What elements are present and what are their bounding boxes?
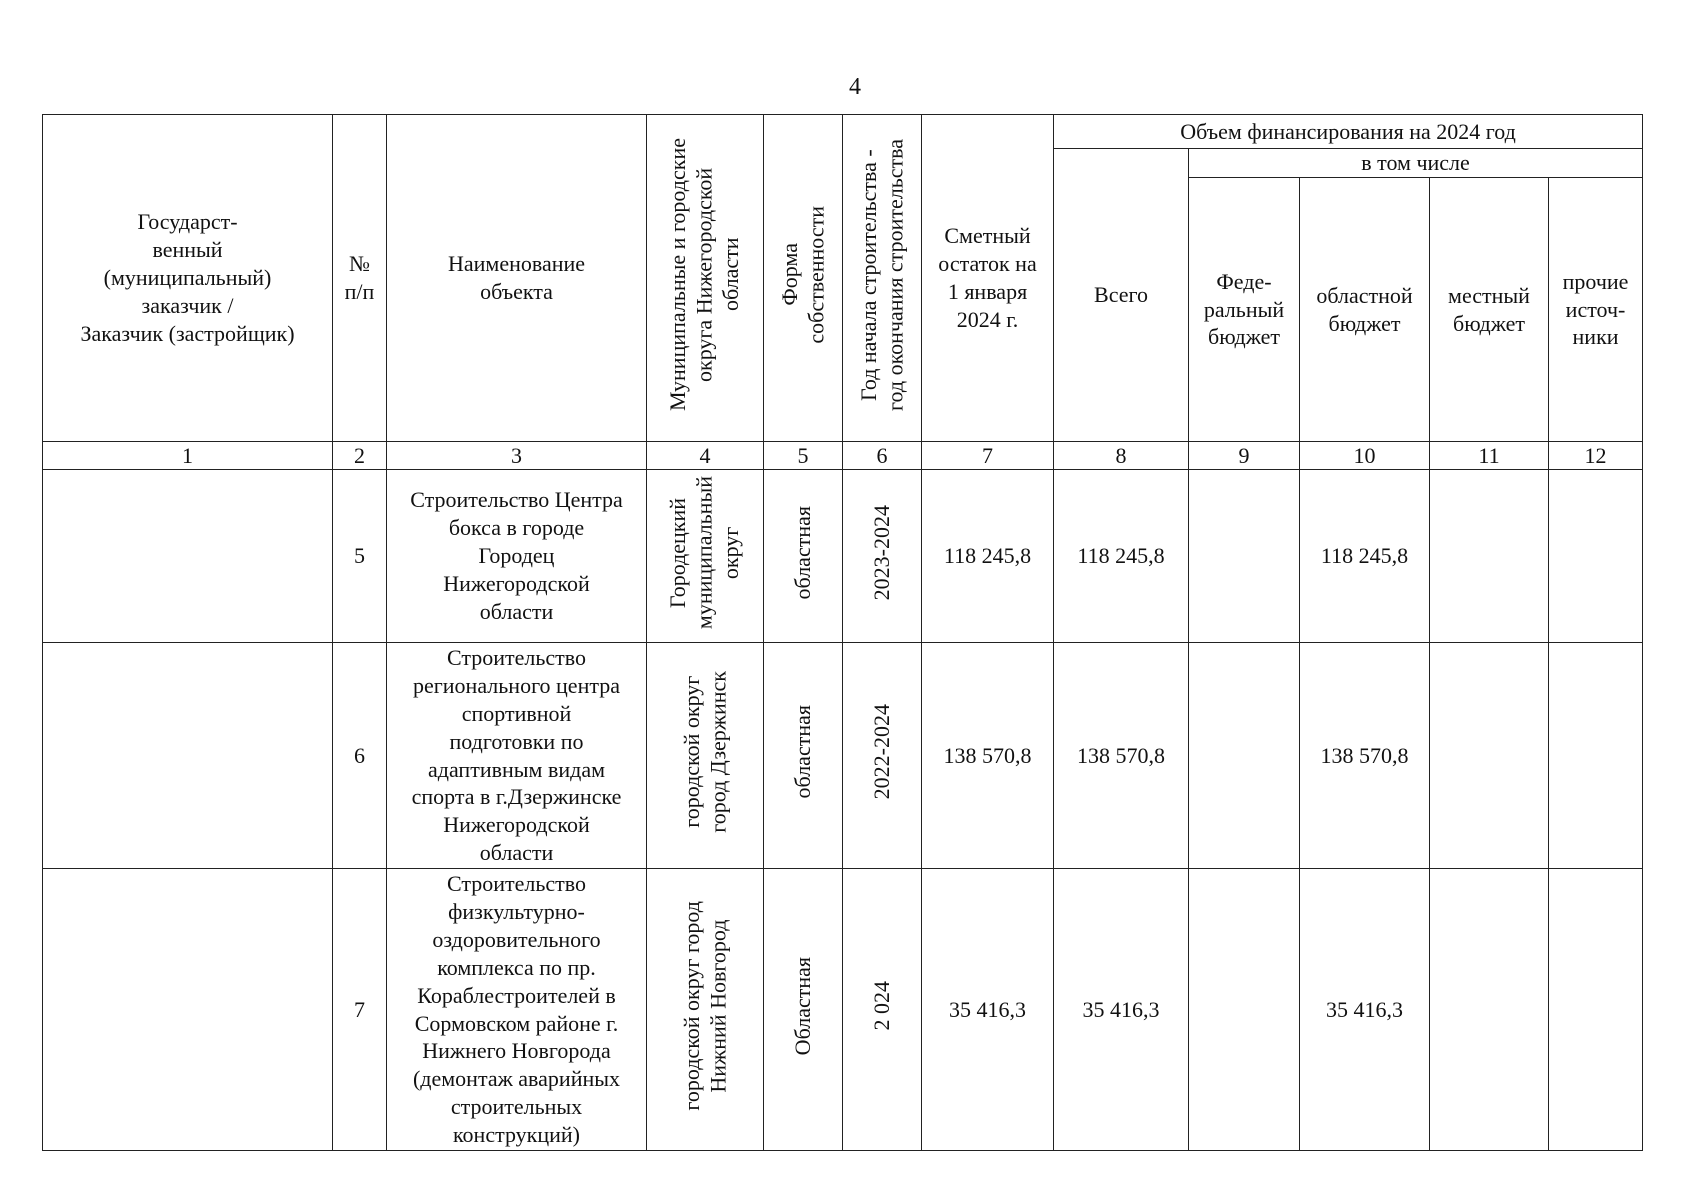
row-total: 118 245,8 (1054, 470, 1189, 643)
header-ownership-form: Форма собственности (764, 115, 843, 442)
column-number: 8 (1054, 442, 1189, 470)
row-customer (43, 643, 333, 869)
row-total: 35 416,3 (1054, 869, 1189, 1151)
row-customer (43, 869, 333, 1151)
row-regional-budget: 138 570,8 (1300, 643, 1430, 869)
row-ownership-form: областная (764, 643, 843, 869)
row-estimate-balance: 35 416,3 (922, 869, 1054, 1151)
column-number: 1 (43, 442, 333, 470)
row-estimate-balance: 138 570,8 (922, 643, 1054, 869)
column-number: 12 (1549, 442, 1643, 470)
row-number: 5 (333, 470, 387, 643)
header-including: в том числе (1189, 149, 1643, 178)
row-object-name: Строительство регионального центра спортивной подготовки по адаптивным видам спорта в г.Дзержинске Нижегородской области (387, 643, 647, 869)
row-construction-years: 2022-2024 (843, 643, 922, 869)
row-object-name: Строительство физкультурно- оздоровительного комплекса по пр. Кораблестроителей в Сормовском районе г. Нижнего Новгорода (демонтаж аварийных строительных конструкций) (387, 869, 647, 1151)
financing-table (42, 114, 1643, 1151)
row-federal-budget (1189, 470, 1300, 643)
column-number: 5 (764, 442, 843, 470)
row-local-budget (1430, 869, 1549, 1151)
header-funding-2024: Объем финансирования на 2024 год (1054, 115, 1643, 149)
row-municipality: Городецкий муниципальный округ (647, 470, 764, 643)
header-construction-years: Год начала строительства - год окончания строительства (843, 115, 922, 442)
column-number: 2 (333, 442, 387, 470)
table-row (43, 643, 1643, 869)
row-federal-budget (1189, 643, 1300, 869)
row-municipality: городской округ город Дзержинск (647, 643, 764, 869)
header-total: Всего (1054, 149, 1189, 442)
row-other-sources (1549, 643, 1643, 869)
column-number: 3 (387, 442, 647, 470)
row-municipality: городской округ город Нижний Новгород (647, 869, 764, 1151)
row-number: 7 (333, 869, 387, 1151)
header-federal-budget: Феде- ральный бюджет (1189, 178, 1300, 442)
table-row (43, 470, 1643, 643)
header-object-name: Наименование объекта (387, 115, 647, 442)
row-regional-budget: 35 416,3 (1300, 869, 1430, 1151)
header-regional-budget: областной бюджет (1300, 178, 1430, 442)
row-customer (43, 470, 333, 643)
row-federal-budget (1189, 869, 1300, 1151)
header-other-sources: прочие источ- ники (1549, 178, 1643, 442)
header-number: № п/п (333, 115, 387, 442)
row-other-sources (1549, 470, 1643, 643)
header-municipality: Муниципальные и городские округа Нижегородской области (647, 115, 764, 442)
row-regional-budget: 118 245,8 (1300, 470, 1430, 643)
column-number: 10 (1300, 442, 1430, 470)
row-local-budget (1430, 643, 1549, 869)
row-other-sources (1549, 869, 1643, 1151)
column-number: 9 (1189, 442, 1300, 470)
header-customer: Государст- венный (муниципальный) заказчик / Заказчик (застройщик) (43, 115, 333, 442)
header-local-budget: местный бюджет (1430, 178, 1549, 442)
row-total: 138 570,8 (1054, 643, 1189, 869)
column-number-row (43, 442, 1643, 470)
page-number: 4 (849, 74, 861, 100)
row-construction-years: 2023-2024 (843, 470, 922, 643)
row-construction-years: 2 024 (843, 869, 922, 1151)
column-number: 11 (1430, 442, 1549, 470)
header-row-1 (43, 115, 1643, 149)
row-local-budget (1430, 470, 1549, 643)
column-number: 4 (647, 442, 764, 470)
row-ownership-form: Областная (764, 869, 843, 1151)
column-number: 7 (922, 442, 1054, 470)
table-row (43, 869, 1643, 1151)
row-object-name: Строительство Центра бокса в городе Городец Нижегородской области (387, 470, 647, 643)
row-ownership-form: областная (764, 470, 843, 643)
row-estimate-balance: 118 245,8 (922, 470, 1054, 643)
column-number: 6 (843, 442, 922, 470)
header-estimate-balance: Сметный остаток на 1 января 2024 г. (922, 115, 1054, 442)
row-number: 6 (333, 643, 387, 869)
